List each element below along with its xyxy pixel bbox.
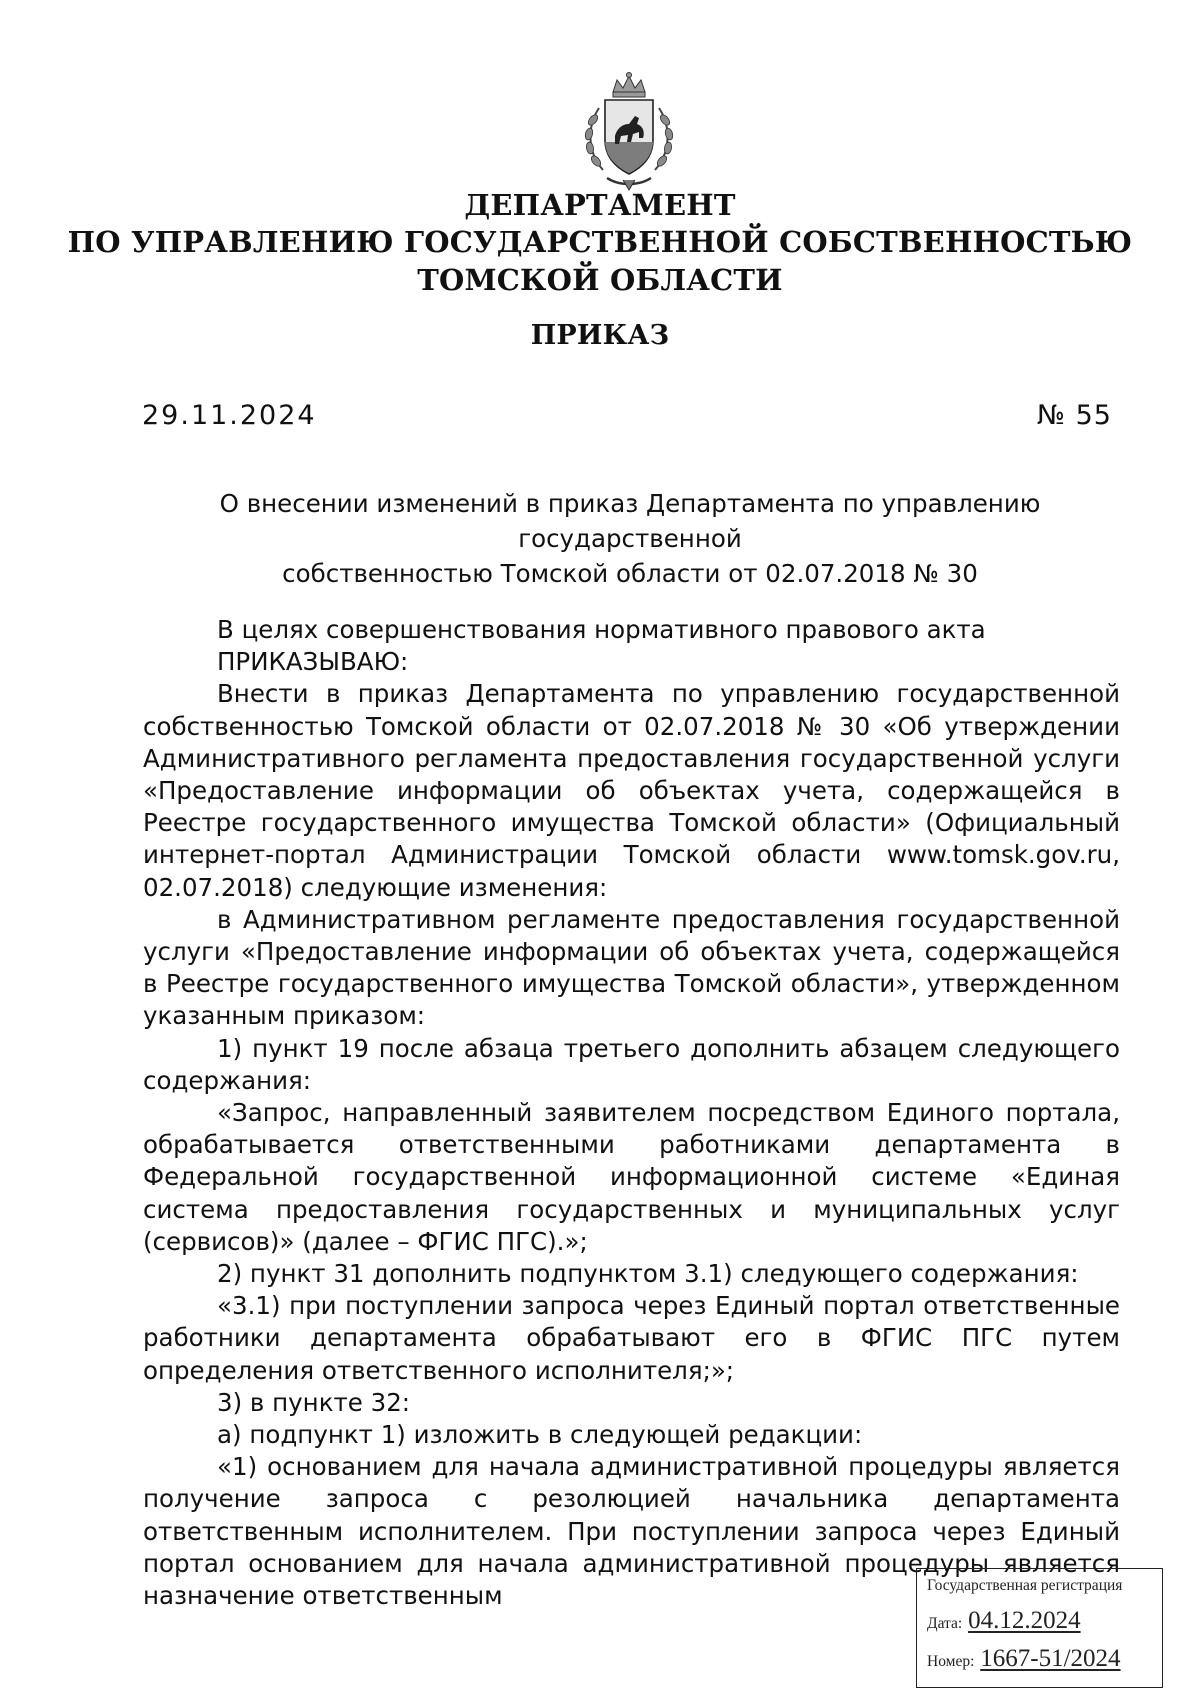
body-paragraph: «3.1) при поступлении запроса через Единый портал ответственные работники департамента обрабатывают его в ФГИС ПГС путем определения ответственного исполнителя;»; (143, 1291, 1120, 1385)
stamp-date-value: 04.12.2024 (968, 1607, 1081, 1634)
body-paragraph: В целях совершенствования нормативного правового акта (217, 615, 986, 644)
coat-of-arms-icon (573, 70, 685, 192)
department-title-line-1: ДЕПАРТАМЕНТ (464, 188, 736, 222)
body-paragraph: 2) пункт 31 дополнить подпунктом 3.1) следующего содержания: (217, 1259, 1079, 1289)
order-date: 29.11.2024 (142, 400, 317, 431)
order-subject (140, 486, 1120, 591)
body-paragraph: «Запрос, направленный заявителем посредством Единого портала, обрабатывается ответственными работниками департамента в Федеральной государственной информационной системе «Единая система предоставления государственных и муниципальных услуг (сервисов)» (далее – ФГИС ПГС).»; (143, 1098, 1120, 1256)
order-number: № 55 (1036, 400, 1112, 431)
stamp-date-row (927, 1607, 1081, 1635)
stamp-number-row (927, 1645, 1121, 1673)
body-paragraph: в Административном регламенте предоставления государственной услуги «Предоставление информации об объектах учета, содержащейся в Реестре государственного имущества Томской области», утвержденном указанным приказом: (143, 904, 1120, 1031)
order-body (143, 614, 1123, 1612)
department-title-line-2: ПО УПРАВЛЕНИЮ ГОСУДАРСТВЕННОЙ СОБСТВЕННОСТЬЮ (67, 225, 1133, 259)
body-paragraph: Внести в приказ Департамента по управлению государственной собственностью Томской области от 02.07.2018 № 30 «Об утверждении Административного регламента предоставления государственной услуги «Предоставление информации об объектах учета, содержащейся в Реестре государственного имущества Томской области» (Официальный интернет-портал Администрации Томской области www.tomsk.gov.ru, 02.07.2018) следующие изменения: (143, 679, 1120, 902)
body-paragraph: а) подпункт 1) изложить в следующей редакции: (217, 1420, 863, 1450)
body-paragraph: 3) в пункте 32: (217, 1387, 411, 1417)
body-paragraph: 1) пункт 19 после абзаца третьего дополнить абзацем следующего содержания: (143, 1033, 1120, 1095)
body-paragraph: ПРИКАЗЫВАЮ: (217, 647, 409, 677)
stamp-number-label: Номер: (927, 1653, 975, 1670)
subject-line: О внесении изменений в приказ Департамента по управлению государственной (219, 489, 1041, 553)
stamp-number-value: 1667-51/2024 (980, 1645, 1121, 1672)
registration-stamp (916, 1568, 1163, 1688)
department-title-line-3: ТОМСКОЙ ОБЛАСТИ (417, 263, 783, 297)
stamp-title: Государственная регистрация (927, 1577, 1123, 1594)
body-paragraph: «1) основанием для начала административной процедуры является получение запроса с резолюцией начальника департамента ответственным исполнителем. При поступлении запроса через Единый портал основанием для начала административной процедуры является назначение ответственным (143, 1452, 1120, 1611)
subject-line: собственностью Томской области от 02.07.2018 № 30 (282, 559, 978, 588)
stamp-date-label: Дата: (927, 1615, 963, 1632)
document-type-heading: ПРИКАЗ (530, 320, 670, 351)
